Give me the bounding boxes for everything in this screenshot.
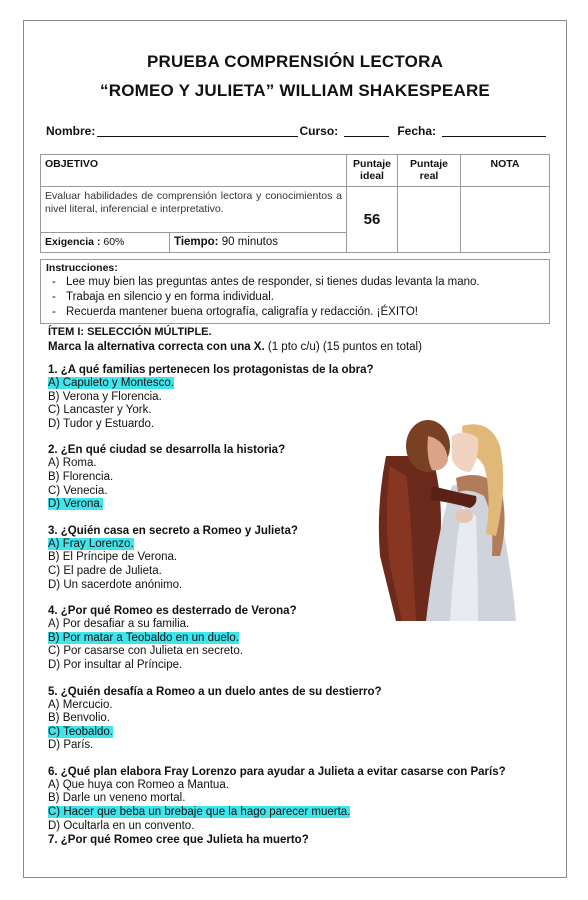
answer-option[interactable] (48, 820, 558, 834)
question-block (48, 833, 558, 847)
instruction-text: Recuerda mantener buena ortografía, caligrafía y redacción. ¡ÉXITO! (66, 306, 419, 318)
question-text: 7. ¿Por qué Romeo cree que Julieta ha muerto? (48, 834, 309, 847)
instruction-item: - Lee muy bien las preguntas antes de responder, si tienes dudas levanta la mano. (52, 276, 480, 288)
curso-label: Curso: (299, 124, 339, 138)
nombre-label: Nombre: (46, 124, 96, 138)
answer-option[interactable] (48, 645, 558, 659)
question-text: 6. ¿Qué plan elabora Fray Lorenzo para ayudar a Julieta a evitar casarse con París? (48, 765, 506, 778)
puntaje-ideal-value: 56 (347, 187, 398, 253)
exigencia-label: Exigencia : (45, 236, 101, 248)
nota-cell[interactable] (461, 187, 550, 253)
answer-option-text: D) Ocultarla en un convento. (48, 819, 195, 832)
question-block (48, 685, 558, 753)
exam-page (23, 20, 567, 878)
nombre-field[interactable] (97, 125, 297, 137)
answer-option-text: D) Verona. (48, 498, 103, 511)
instructions-box (40, 259, 550, 324)
question-text: 2. ¿En qué ciudad se desarrolla la historia? (48, 444, 286, 457)
nota-header: NOTA (461, 155, 550, 187)
answer-option-text: C) El padre de Julieta. (48, 564, 162, 577)
objetivo-header: OBJETIVO (41, 155, 347, 187)
answer-option[interactable] (48, 632, 558, 646)
answer-option-text: B) Florencia. (48, 470, 114, 483)
instruction-text: Trabaja en silencio y en forma individual. (66, 291, 274, 303)
answer-option-text: A) Roma. (48, 457, 97, 470)
answer-option-text: A) Por desafiar a su familia. (48, 618, 190, 631)
exam-subtitle: “ROMEO Y JULIETA” WILLIAM SHAKESPEARE (100, 81, 490, 100)
instruction-item: - Trabaja en silencio y en forma individual. (52, 291, 274, 303)
instructions-heading: Instrucciones: (46, 262, 118, 274)
question-text: 1. ¿A qué familias pertenecen los protagonistas de la obra? (48, 364, 374, 376)
answer-option-text: B) El Príncipe de Verona. (48, 551, 178, 564)
answer-option-text: D) Un sacerdote anónimo. (48, 578, 183, 591)
answer-option-text: B) Benvolio. (48, 712, 111, 725)
objective-table (40, 154, 550, 253)
answer-option-text: C) Lancaster y York. (48, 404, 152, 417)
answer-option-text: D) París. (48, 739, 94, 752)
puntaje-real-cell[interactable] (398, 187, 461, 253)
answer-option-text: C) Por casarse con Julieta en secreto. (48, 645, 243, 658)
answer-option[interactable] (48, 699, 558, 713)
juliet-face-icon (452, 432, 478, 472)
tiempo-label: Tiempo: (174, 236, 219, 248)
answer-option-text: A) Capuleto y Montesco. (48, 377, 174, 389)
answer-option-text: D) Por insultar al Príncipe. (48, 658, 183, 671)
answer-option[interactable] (48, 806, 558, 820)
hands-icon (455, 509, 473, 523)
answer-option-text: A) Mercucio. (48, 698, 113, 711)
answer-option-text: B) Verona y Florencia. (48, 390, 162, 403)
curso-field[interactable] (344, 125, 389, 137)
exigencia-cell (41, 233, 170, 253)
answer-option[interactable] (48, 712, 558, 726)
objective-text: Evaluar habilidades de comprensión lectora y conocimientos a nivel literal, inferencial e interpretativo. (41, 187, 347, 233)
answer-option-text: C) Hacer que beba un brebaje que la hago parecer muerta. (48, 806, 351, 819)
answer-option-text: D) Tudor y Estuardo. (48, 417, 155, 430)
answer-option[interactable] (48, 726, 558, 740)
answer-option-text: B) Darle un veneno mortal. (48, 792, 186, 805)
tiempo-value: 90 minutos (221, 236, 278, 248)
question-text: 3. ¿Quién casa en secreto a Romeo y Julieta? (48, 524, 298, 537)
answer-option[interactable] (48, 659, 558, 673)
exigencia-value: 60% (103, 236, 125, 248)
answer-option-text: A) Que huya con Romeo a Mantua. (48, 778, 229, 791)
fecha-label: Fecha: (397, 124, 436, 138)
instruction-text: Lee muy bien las preguntas antes de responder, si tienes dudas levanta la mano. (66, 276, 480, 288)
answer-option[interactable] (48, 739, 558, 753)
answer-option-text: A) Fray Lorenzo. (48, 537, 134, 550)
tiempo-cell (170, 233, 347, 253)
answer-option[interactable] (48, 792, 558, 806)
puntaje-ideal-header: Puntaje ideal (347, 155, 398, 187)
answer-option[interactable] (48, 779, 558, 793)
answer-option-text: C) Venecia. (48, 484, 108, 497)
answer-option-text: B) Por matar a Teobaldo en un duelo. (48, 631, 239, 644)
item-instruction (48, 341, 422, 353)
answer-option-text: C) Teobaldo. (48, 725, 113, 738)
instructions-list (46, 275, 544, 320)
student-fields (46, 124, 548, 138)
question-text: 5. ¿Quién desafía a Romeo a un duelo antes de su destierro? (48, 685, 382, 698)
question-text: 4. ¿Por qué Romeo es desterrado de Verona? (48, 605, 297, 618)
fecha-field[interactable] (442, 125, 546, 137)
exam-title: PRUEBA COMPRENSIÓN LECTORA (146, 52, 444, 71)
item-heading: ÍTEM I: SELECCIÓN MÚLTIPLE. (48, 326, 212, 338)
puntaje-real-header: Puntaje real (398, 155, 461, 187)
item-instruction-bold: Marca la alternativa correcta con una X. (48, 341, 265, 353)
item-instruction-rest: (1 pto c/u) (15 puntos en total) (264, 341, 422, 353)
question-block (48, 765, 558, 833)
romeo-juliet-couple-illustration (366, 396, 526, 621)
answer-option[interactable] (48, 377, 558, 391)
instruction-item: - Recuerda mantener buena ortografía, caligrafía y redacción. ¡ÉXITO! (52, 306, 419, 318)
